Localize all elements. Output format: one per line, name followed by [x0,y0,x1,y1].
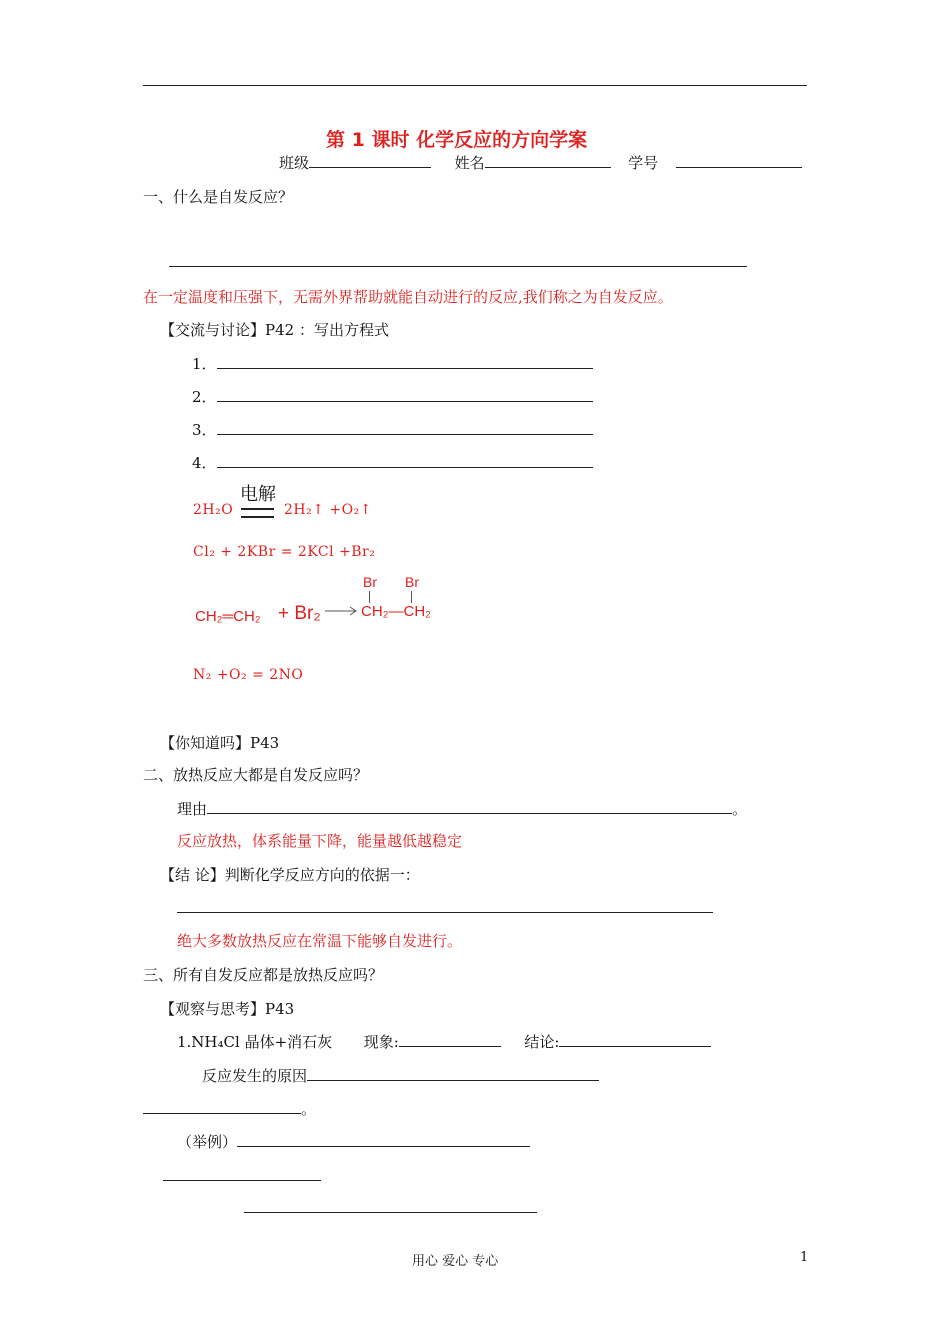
phenomenon-label: 现象: [363,1033,399,1051]
header-rule [143,85,807,86]
reason-row: 理由 。 [177,800,748,818]
equation1-products: 2H₂↑ +O₂↑ [284,502,372,518]
observe-label: 【观察与思考】P43 [160,1000,295,1018]
equation3-reactant: CH₂═CH₂ [195,608,261,625]
bond-left [369,591,370,603]
example-line-2[interactable] [163,1180,321,1181]
electrolysis-condition: 电解 [240,484,276,504]
example-label: （举例） [177,1133,238,1151]
cause-field[interactable] [307,1066,599,1081]
section1-heading: 一、什么是自发反应？ [143,188,294,206]
equation1-double-bar [241,508,274,518]
section3-heading: 三、所有自发反应都是放热反应吗？ [143,966,384,984]
section1-answer-line[interactable] [169,266,747,267]
page-number: 1 [800,1250,809,1265]
equation-line-3: 3． [192,419,593,440]
equation3-bromine: + Br₂ [278,603,321,624]
conclusion-answer: 绝大多数放热反应在常温下能够自发进行。 [177,932,463,950]
section2-answer: 反应放热，体系能量下降，能量越低越稳定 [177,832,463,850]
did-you-know-label: 【你知道吗】P43 [160,734,280,752]
experiment-conclusion-field[interactable] [559,1032,711,1047]
example-field[interactable] [237,1132,530,1147]
name-label: 姓名 [454,154,485,172]
student-id-label: 学号 [628,154,659,172]
cause-continuation: 。 [143,1098,316,1119]
equation-line-2: 2． [192,386,593,407]
reason-label: 理由 [177,800,208,818]
bond-right [411,591,412,603]
student-info-row [279,152,802,173]
example-line-3[interactable] [244,1212,537,1213]
footer-motto: 用心 爱心 专心 [412,1254,499,1269]
equation4: N₂ +O₂ = 2NO [193,667,304,683]
equation-line-4: 4． [192,452,593,473]
class-field[interactable] [309,153,431,168]
cause-label: 反应发生的原因 [202,1067,308,1085]
reason-field[interactable] [207,799,732,814]
discussion-label: 【交流与讨论】P42 ：写出方程式 [160,321,389,339]
equation-line-1: 1． [192,353,593,374]
page-title: 第 1 课时 化学反应的方向学案 [326,129,588,151]
section1-answer: 在一定温度和压强下，无需外界帮助就能自动进行的反应,我们称之为自发反应。 [143,288,673,306]
example-row [177,1131,530,1152]
experiment-conclusion-label: 结论: [524,1033,560,1051]
student-id-field[interactable] [676,153,802,168]
product-br-left: Br [363,574,377,590]
cause-row [202,1065,599,1086]
equation1-reactant: 2H₂O [193,502,234,518]
experiment1-row [177,1031,711,1052]
class-label: 班级 [279,154,310,172]
equation3-product: CH₂—CH₂ [361,603,431,620]
conclusion-line[interactable] [177,912,713,913]
reaction-arrow-icon [325,605,361,617]
phenomenon-field[interactable] [399,1032,501,1047]
experiment1-label: 1.NH₄Cl 晶体+消石灰 [177,1033,333,1051]
product-br-right: Br [405,574,419,590]
equation2: Cl₂ + 2KBr = 2KCl +Br₂ [193,544,376,560]
conclusion-label: 【结 论】判断化学反应方向的依据一： [160,866,420,884]
section2-heading: 二、放热反应大都是自发反应吗？ [143,766,369,784]
name-field[interactable] [485,153,611,168]
